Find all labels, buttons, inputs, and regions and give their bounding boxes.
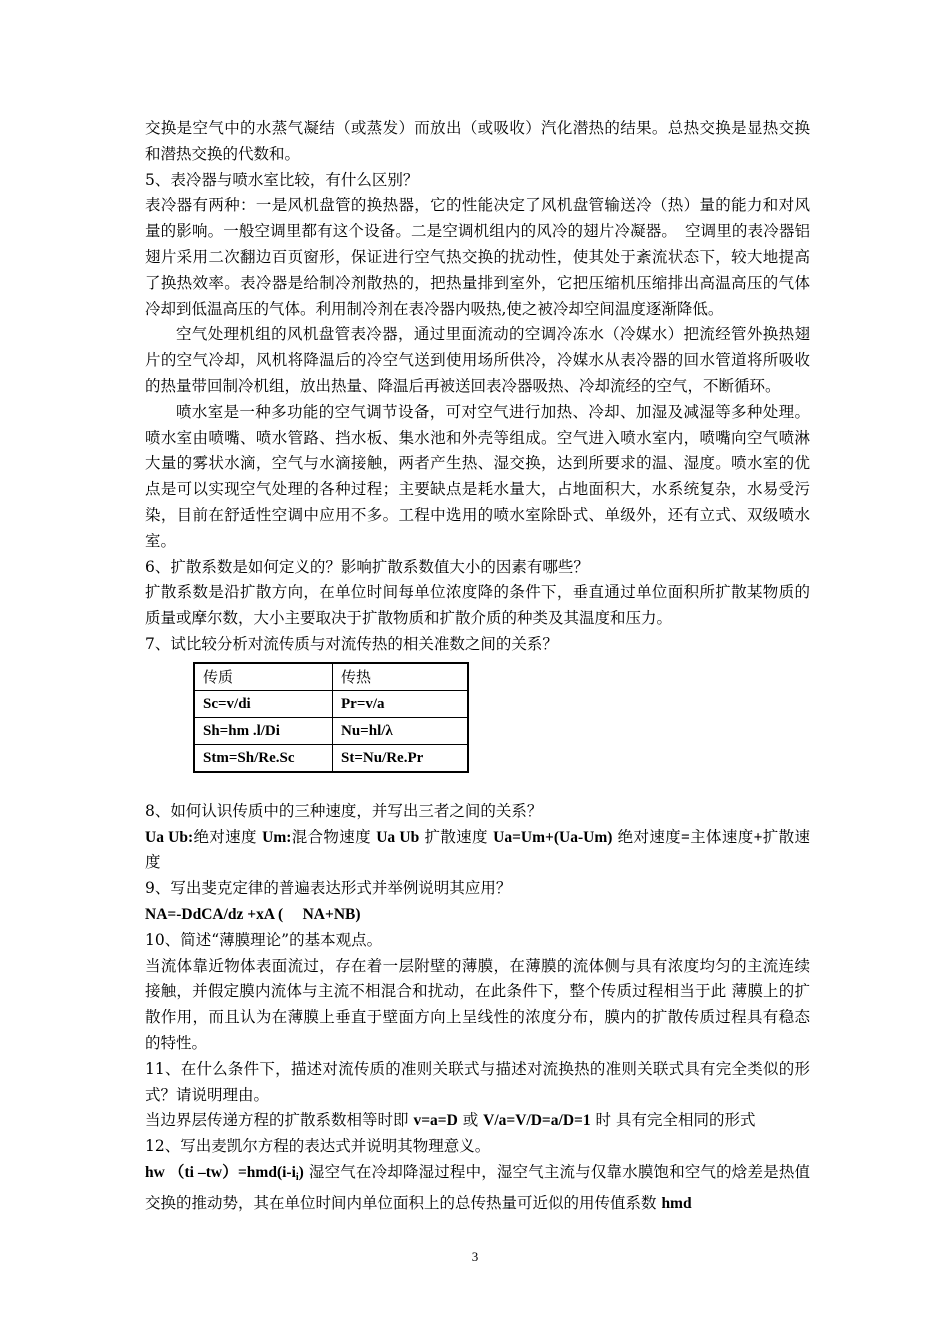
answer-12 [145, 1160, 810, 1217]
answer-text: 主体速度 [689, 827, 754, 846]
spacer [145, 773, 810, 799]
table-row [194, 717, 468, 744]
answer-text: 绝对速度 [193, 827, 263, 846]
question-8: 8、如何认识传质中的三种速度，并写出三者之间的关系？ [145, 801, 543, 820]
table-header-cell: 传热 [333, 663, 469, 691]
formula-text: Um: [262, 828, 292, 846]
question-10: 10、简述“薄膜理论”的基本观点。 [145, 930, 383, 949]
table-header-cell: 传质 [194, 663, 333, 691]
formula-text: = [681, 828, 690, 846]
answer-5-part-3: 喷水室是一种多功能的空气调节设备，可对空气进行加热、冷却、加湿及减湿等多种处理。喷水室由喷嘴、喷水管路、挡水板、集水池和外壳等组成。空气进入喷水室内，喷嘴向空气喷淋大量的雾状水滴，空气与水滴接触，两者产生热、湿交换，达到所要求的温、湿度。喷水室的优点是可以实现空气处理的各种过程；主要缺点是耗水量大，占地面积大，水系统复杂，水易受污染，目前在舒适性空调中应用不多。工程中选用的喷水室除卧式、单级外，还有立式、双级喷水室。 [145, 402, 810, 550]
table-cell: Nu=hl/λ [333, 717, 469, 744]
question-7: 7、试比较分析对流传质与对流传热的相关准数之间的关系？ [145, 634, 558, 653]
answer-text: 绝对速度 [612, 827, 682, 846]
formula-text: v=a=D [413, 1112, 458, 1130]
table-cell: Stm=Sh/Re.Sc [194, 744, 333, 772]
formula-text: ) [298, 1163, 304, 1181]
formula-text: + [753, 828, 763, 846]
question-11: 11、在什么条件下，描述对流传质的准则关联式与描述对流换热的准则关联式具有完全类似的形式？请说明理由。 [145, 1059, 810, 1104]
formula-text: Ua=Um+(Ua-Um) [493, 828, 613, 846]
table-cell: St=Nu/Re.Pr [333, 744, 469, 772]
answer-8 [145, 825, 810, 877]
table-header-row [194, 663, 468, 691]
criteria-comparison-table [193, 662, 469, 773]
paragraph-continuation: 交换是空气中的水蒸气凝结（或蒸发）而放出（或吸收）汽化潜热的结果。总热交换是显热交换和潜热交换的代数和。 [145, 119, 810, 163]
answer-text: 或 [457, 1111, 484, 1130]
question-9: 9、写出斐克定律的普遍表达形式并举例说明其应用？ [145, 879, 512, 898]
table-row [194, 690, 468, 717]
answer-6: 扩散系数是沿扩散方向，在单位时间每单位浓度降的条件下，垂直通过单位面积所扩散某物质的质量或摩尔数，大小主要取决于扩散物质和扩散介质的种类及其温度和压力。 [145, 583, 810, 628]
answer-9 [145, 902, 810, 928]
answer-5-part-2: 空气处理机组的风机盘管表冷器，通过里面流动的空调冷冻水（冷媒水）把流经管外换热翅片的空气冷却，风机将降温后的冷空气送到使用场所供冷，冷媒水从表冷器的回水管道将所吸收的热量带回制冷机组，放出热量、降温后再被送回表冷器吸热、冷却流经的空气，不断循环。 [145, 325, 810, 395]
answer-5-part-1: 表冷器有两种：一是风机盘管的换热器，它的性能决定了风机盘管输送冷（热）量的能力和对风量的影响。一般空调里都有这个设备。二是空调机组内的风冷的翅片冷凝器。 空调里的表冷器铝翅片采用二次翻边百页窗形，保证进行空气热交换的扰动性，使其处于紊流状态下，较大地提高了换热效率。表冷器是给制冷剂散热的，把热量排到室外，它把压缩机压缩排出高温高压的气体冷却到低温高压的气体。利用制冷剂在表冷器内吸热,使之被冷却空间温度逐渐降低。 [145, 196, 810, 318]
fick-law-formula: NA=-DdCA/dz +xA ( NA+NB) [145, 905, 361, 923]
table-cell: Sh=hm .l/Di [194, 717, 333, 744]
table-cell: Sc=v/di [194, 690, 333, 717]
question-12: 12、写出麦凯尔方程的表达式并说明其物理意义。 [145, 1137, 491, 1156]
page-number: 3 [471, 1249, 479, 1264]
answer-text: 当边界层传递方程的扩散系数相等时即 [145, 1111, 414, 1130]
question-6: 6、扩散系数是如何定义的？影响扩散系数值大小的因素有哪些？ [145, 557, 589, 576]
page-content [145, 116, 810, 1216]
merkel-formula: hw （ti –tw）=hmd(i-i [145, 1163, 296, 1181]
answer-text: 扩散速度 [145, 827, 810, 872]
answer-text: 混合物速度 [291, 827, 377, 846]
answer-text: 扩散速度 [419, 827, 494, 846]
answer-11 [145, 1108, 810, 1134]
table-row [194, 744, 468, 772]
formula-subscript: i [295, 1171, 299, 1183]
answer-text: 时 具有完全相同的形式 [590, 1111, 756, 1130]
formula-text: V/a=V/D=a/D=1 [483, 1112, 591, 1130]
formula-text: Ua Ub: [145, 828, 194, 846]
answer-10: 当流体靠近物体表面流过，存在着一层附壁的薄膜，在薄膜的流体侧与具有浓度均匀的主流连续接触，并假定膜内流体与主流不相混合和扰动，在此条件下，整个传质过程相当于此 薄膜上的扩散作用，而且认为在薄膜上垂直于壁面方向上呈线性的浓度分布，膜内的扩散传质过程具有稳态的特性。 [145, 956, 810, 1052]
formula-text: Ua Ub [376, 828, 420, 846]
answer-text: 湿空气在冷却降湿过程中，湿空气主流与仅靠水膜饱和空气的焓差是热值交换的推动势，其在单位时间内单位面积上的总传热量可近似的用传值系数 [145, 1162, 811, 1212]
formula-text: hmd [661, 1194, 692, 1212]
table-cell: Pr=v/a [333, 690, 469, 717]
question-5: 5、表冷器与喷水室比较，有什么区别？ [145, 170, 419, 189]
